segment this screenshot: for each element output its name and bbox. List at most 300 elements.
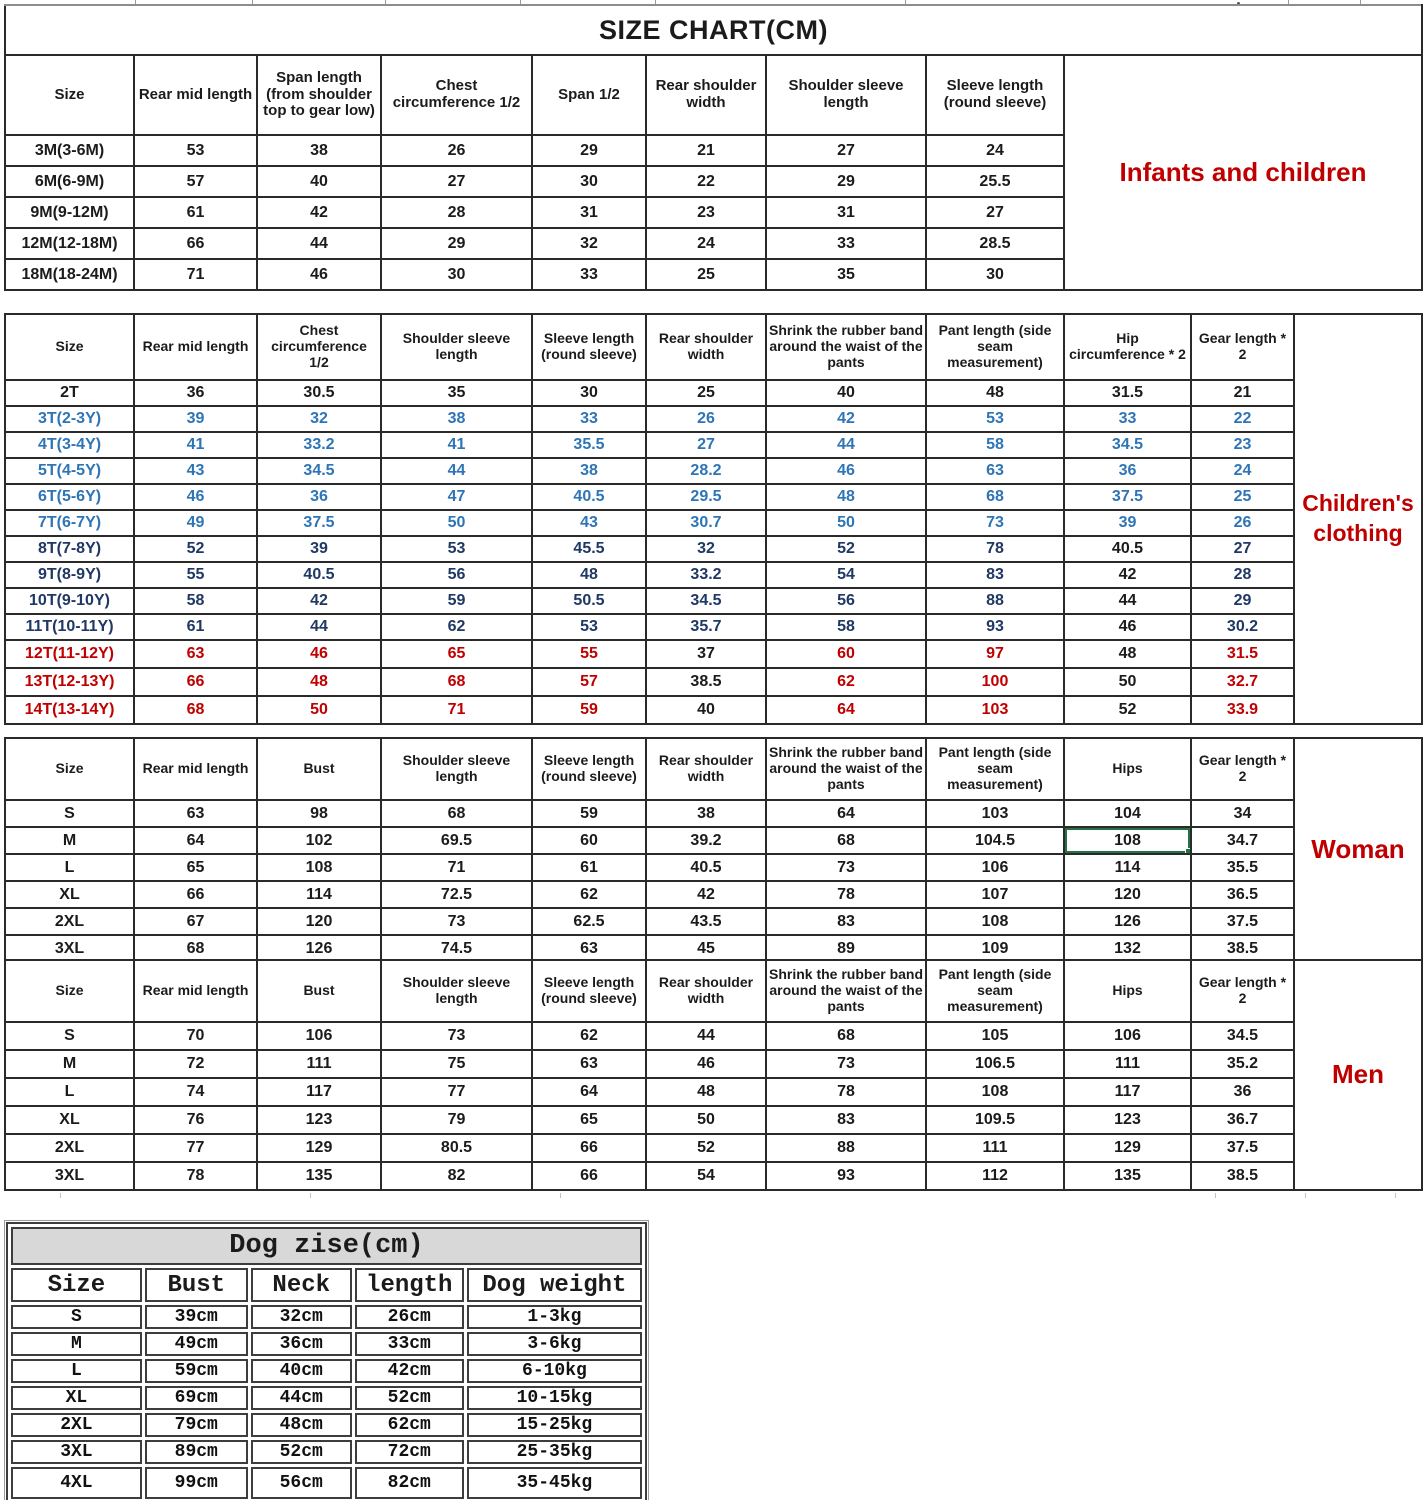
data-cell[interactable]: 44 xyxy=(257,614,381,640)
data-cell[interactable]: 135 xyxy=(1064,1162,1191,1190)
data-cell[interactable]: 68 xyxy=(926,484,1064,510)
data-cell[interactable]: 82cm xyxy=(355,1467,464,1499)
data-cell[interactable]: 67 xyxy=(134,908,257,935)
data-cell[interactable]: 69cm xyxy=(145,1386,248,1410)
row-size-label[interactable]: 3M(3-6M) xyxy=(5,135,134,166)
data-cell[interactable]: 39 xyxy=(257,536,381,562)
data-cell[interactable]: 34 xyxy=(1191,800,1294,827)
data-cell[interactable]: 61 xyxy=(532,854,646,881)
selected-cell[interactable]: 108 xyxy=(1064,827,1191,854)
data-cell[interactable]: 47 xyxy=(381,484,532,510)
data-cell[interactable]: 88 xyxy=(766,1134,926,1162)
data-cell[interactable]: 27 xyxy=(1191,536,1294,562)
data-cell[interactable]: 44 xyxy=(1064,588,1191,614)
data-cell[interactable]: 46 xyxy=(646,1050,766,1078)
row-size-label[interactable]: L xyxy=(11,1359,142,1383)
data-cell[interactable]: 28.2 xyxy=(646,458,766,484)
data-cell[interactable]: 66 xyxy=(134,668,257,696)
data-cell[interactable]: 29 xyxy=(532,135,646,166)
data-cell[interactable]: 52 xyxy=(1064,696,1191,724)
data-cell[interactable]: 78 xyxy=(134,1162,257,1190)
data-cell[interactable]: 32 xyxy=(532,228,646,259)
data-cell[interactable]: 66 xyxy=(134,881,257,908)
row-size-label[interactable]: 11T(10-11Y) xyxy=(5,614,134,640)
data-cell[interactable]: 31.5 xyxy=(1191,640,1294,668)
data-cell[interactable]: 103 xyxy=(926,696,1064,724)
data-cell[interactable]: 99cm xyxy=(145,1467,248,1499)
data-cell[interactable]: 48 xyxy=(257,668,381,696)
data-cell[interactable]: 83 xyxy=(766,1106,926,1134)
row-size-label[interactable]: 12M(12-18M) xyxy=(5,228,134,259)
data-cell[interactable]: 42cm xyxy=(355,1359,464,1383)
data-cell[interactable]: 52 xyxy=(134,536,257,562)
data-cell[interactable]: 72cm xyxy=(355,1440,464,1464)
data-cell[interactable]: 38 xyxy=(257,135,381,166)
data-cell[interactable]: 120 xyxy=(1064,881,1191,908)
data-cell[interactable]: 23 xyxy=(646,197,766,228)
row-size-label[interactable]: L xyxy=(5,854,134,881)
data-cell[interactable]: 58 xyxy=(134,588,257,614)
data-cell[interactable]: 33 xyxy=(766,228,926,259)
data-cell[interactable]: 78 xyxy=(926,536,1064,562)
data-cell[interactable]: 71 xyxy=(134,259,257,290)
data-cell[interactable]: 45 xyxy=(646,935,766,962)
row-size-label[interactable]: S xyxy=(5,800,134,827)
row-size-label[interactable]: 2T xyxy=(5,380,134,406)
data-cell[interactable]: 71 xyxy=(381,696,532,724)
data-cell[interactable]: 38.5 xyxy=(1191,1162,1294,1190)
data-cell[interactable]: 132 xyxy=(1064,935,1191,962)
data-cell[interactable]: 41 xyxy=(381,432,532,458)
data-cell[interactable]: 33 xyxy=(532,406,646,432)
data-cell[interactable]: 66 xyxy=(532,1162,646,1190)
data-cell[interactable]: 38 xyxy=(646,800,766,827)
data-cell[interactable]: 35.2 xyxy=(1191,1050,1294,1078)
data-cell[interactable]: 83 xyxy=(766,908,926,935)
data-cell[interactable]: 126 xyxy=(257,935,381,962)
row-size-label[interactable]: S xyxy=(5,1022,134,1050)
data-cell[interactable]: 62cm xyxy=(355,1413,464,1437)
data-cell[interactable]: 37.5 xyxy=(1191,1134,1294,1162)
row-size-label[interactable]: 9M(9-12M) xyxy=(5,197,134,228)
data-cell[interactable]: 50.5 xyxy=(532,588,646,614)
row-size-label[interactable]: 5T(4-5Y) xyxy=(5,458,134,484)
data-cell[interactable]: 40 xyxy=(646,696,766,724)
data-cell[interactable]: 29 xyxy=(1191,588,1294,614)
data-cell[interactable]: 46 xyxy=(257,640,381,668)
data-cell[interactable]: 54 xyxy=(646,1162,766,1190)
row-size-label[interactable]: XL xyxy=(5,1106,134,1134)
row-size-label[interactable]: 10T(9-10Y) xyxy=(5,588,134,614)
data-cell[interactable]: 68 xyxy=(381,668,532,696)
data-cell[interactable]: 38 xyxy=(381,406,532,432)
row-size-label[interactable]: M xyxy=(5,827,134,854)
data-cell[interactable]: 62 xyxy=(381,614,532,640)
data-cell[interactable]: 27 xyxy=(926,197,1064,228)
data-cell[interactable]: 26 xyxy=(646,406,766,432)
row-size-label[interactable]: 7T(6-7Y) xyxy=(5,510,134,536)
data-cell[interactable]: 98 xyxy=(257,800,381,827)
data-cell[interactable]: 106 xyxy=(1064,1022,1191,1050)
data-cell[interactable]: 40cm xyxy=(251,1359,352,1383)
data-cell[interactable]: 28 xyxy=(1191,562,1294,588)
data-cell[interactable]: 36.5 xyxy=(1191,881,1294,908)
data-cell[interactable]: 42 xyxy=(646,881,766,908)
data-cell[interactable]: 34.5 xyxy=(1064,432,1191,458)
data-cell[interactable]: 25.5 xyxy=(926,166,1064,197)
data-cell[interactable]: 22 xyxy=(1191,406,1294,432)
data-cell[interactable]: 52cm xyxy=(251,1440,352,1464)
row-size-label[interactable]: 12T(11-12Y) xyxy=(5,640,134,668)
data-cell[interactable]: 32 xyxy=(646,536,766,562)
data-cell[interactable]: 32cm xyxy=(251,1305,352,1329)
data-cell[interactable]: 40.5 xyxy=(257,562,381,588)
data-cell[interactable]: 37 xyxy=(646,640,766,668)
row-size-label[interactable]: 9T(8-9Y) xyxy=(5,562,134,588)
data-cell[interactable]: 46 xyxy=(1064,614,1191,640)
data-cell[interactable]: 30 xyxy=(532,380,646,406)
data-cell[interactable]: 50 xyxy=(381,510,532,536)
data-cell[interactable]: 111 xyxy=(1064,1050,1191,1078)
row-size-label[interactable]: 6T(5-6Y) xyxy=(5,484,134,510)
data-cell[interactable]: 44 xyxy=(766,432,926,458)
data-cell[interactable]: 40.5 xyxy=(532,484,646,510)
data-cell[interactable]: 36 xyxy=(134,380,257,406)
data-cell[interactable]: 100 xyxy=(926,668,1064,696)
data-cell[interactable]: 35.5 xyxy=(1191,854,1294,881)
data-cell[interactable]: 27 xyxy=(646,432,766,458)
data-cell[interactable]: 109 xyxy=(926,935,1064,962)
data-cell[interactable]: 68 xyxy=(134,696,257,724)
data-cell[interactable]: 33 xyxy=(1064,406,1191,432)
data-cell[interactable]: 24 xyxy=(1191,458,1294,484)
data-cell[interactable]: 107 xyxy=(926,881,1064,908)
data-cell[interactable]: 30.2 xyxy=(1191,614,1294,640)
data-cell[interactable]: 106 xyxy=(257,1022,381,1050)
data-cell[interactable]: 62 xyxy=(766,668,926,696)
data-cell[interactable]: 129 xyxy=(1064,1134,1191,1162)
data-cell[interactable]: 61 xyxy=(134,614,257,640)
row-size-label[interactable]: L xyxy=(5,1078,134,1106)
data-cell[interactable]: 68 xyxy=(766,1022,926,1050)
data-cell[interactable]: 108 xyxy=(257,854,381,881)
data-cell[interactable]: 46 xyxy=(134,484,257,510)
data-cell[interactable]: 29 xyxy=(381,228,532,259)
data-cell[interactable]: 42 xyxy=(1064,562,1191,588)
data-cell[interactable]: 93 xyxy=(766,1162,926,1190)
data-cell[interactable]: 80.5 xyxy=(381,1134,532,1162)
data-cell[interactable]: 38 xyxy=(532,458,646,484)
data-cell[interactable]: 32.7 xyxy=(1191,668,1294,696)
data-cell[interactable]: 59 xyxy=(532,800,646,827)
data-cell[interactable]: 48 xyxy=(532,562,646,588)
data-cell[interactable]: 56 xyxy=(766,588,926,614)
data-cell[interactable]: 43.5 xyxy=(646,908,766,935)
row-size-label[interactable]: M xyxy=(11,1332,142,1356)
data-cell[interactable]: 30.7 xyxy=(646,510,766,536)
data-cell[interactable]: 55 xyxy=(532,640,646,668)
data-cell[interactable]: 52 xyxy=(646,1134,766,1162)
data-cell[interactable]: 36 xyxy=(257,484,381,510)
data-cell[interactable]: 43 xyxy=(532,510,646,536)
data-cell[interactable]: 78 xyxy=(766,1078,926,1106)
data-cell[interactable]: 31.5 xyxy=(1064,380,1191,406)
data-cell[interactable]: 44cm xyxy=(251,1386,352,1410)
data-cell[interactable]: 77 xyxy=(134,1134,257,1162)
data-cell[interactable]: 10-15kg xyxy=(467,1386,642,1410)
data-cell[interactable]: 35 xyxy=(381,380,532,406)
data-cell[interactable]: 39 xyxy=(134,406,257,432)
data-cell[interactable]: 73 xyxy=(381,1022,532,1050)
data-cell[interactable]: 63 xyxy=(532,1050,646,1078)
data-cell[interactable]: 62 xyxy=(532,1022,646,1050)
data-cell[interactable]: 66 xyxy=(532,1134,646,1162)
data-cell[interactable]: 50 xyxy=(766,510,926,536)
data-cell[interactable]: 49cm xyxy=(145,1332,248,1356)
data-cell[interactable]: 24 xyxy=(646,228,766,259)
data-cell[interactable]: 28.5 xyxy=(926,228,1064,259)
data-cell[interactable]: 65 xyxy=(532,1106,646,1134)
data-cell[interactable]: 83 xyxy=(926,562,1064,588)
data-cell[interactable]: 48 xyxy=(646,1078,766,1106)
data-cell[interactable]: 114 xyxy=(257,881,381,908)
data-cell[interactable]: 68 xyxy=(381,800,532,827)
data-cell[interactable]: 34.5 xyxy=(646,588,766,614)
row-size-label[interactable]: 2XL xyxy=(5,1134,134,1162)
data-cell[interactable]: 75 xyxy=(381,1050,532,1078)
data-cell[interactable]: 112 xyxy=(926,1162,1064,1190)
data-cell[interactable]: 25 xyxy=(1191,484,1294,510)
data-cell[interactable]: 50 xyxy=(1064,668,1191,696)
data-cell[interactable]: 30 xyxy=(926,259,1064,290)
data-cell[interactable]: 123 xyxy=(1064,1106,1191,1134)
data-cell[interactable]: 63 xyxy=(134,800,257,827)
row-size-label[interactable]: 8T(7-8Y) xyxy=(5,536,134,562)
row-size-label[interactable]: 18M(18-24M) xyxy=(5,259,134,290)
data-cell[interactable]: 135 xyxy=(257,1162,381,1190)
data-cell[interactable]: 44 xyxy=(257,228,381,259)
data-cell[interactable]: 33cm xyxy=(355,1332,464,1356)
data-cell[interactable]: 35 xyxy=(766,259,926,290)
data-cell[interactable]: 37.5 xyxy=(1191,908,1294,935)
data-cell[interactable]: 73 xyxy=(766,854,926,881)
data-cell[interactable]: 53 xyxy=(532,614,646,640)
data-cell[interactable]: 27 xyxy=(381,166,532,197)
data-cell[interactable]: 111 xyxy=(926,1134,1064,1162)
data-cell[interactable]: 39cm xyxy=(145,1305,248,1329)
data-cell[interactable]: 103 xyxy=(926,800,1064,827)
data-cell[interactable]: 106.5 xyxy=(926,1050,1064,1078)
data-cell[interactable]: 104.5 xyxy=(926,827,1064,854)
data-cell[interactable]: 77 xyxy=(381,1078,532,1106)
data-cell[interactable]: 114 xyxy=(1064,854,1191,881)
data-cell[interactable]: 23 xyxy=(1191,432,1294,458)
data-cell[interactable]: 40.5 xyxy=(1064,536,1191,562)
data-cell[interactable]: 102 xyxy=(257,827,381,854)
data-cell[interactable]: 104 xyxy=(1064,800,1191,827)
data-cell[interactable]: 49 xyxy=(134,510,257,536)
row-size-label[interactable]: 4T(3-4Y) xyxy=(5,432,134,458)
data-cell[interactable]: 59 xyxy=(532,696,646,724)
data-cell[interactable]: 34.7 xyxy=(1191,827,1294,854)
data-cell[interactable]: 126 xyxy=(1064,908,1191,935)
row-size-label[interactable]: 2XL xyxy=(5,908,134,935)
data-cell[interactable]: 38.5 xyxy=(1191,935,1294,962)
data-cell[interactable]: 45.5 xyxy=(532,536,646,562)
data-cell[interactable]: 34.5 xyxy=(1191,1022,1294,1050)
data-cell[interactable]: 40.5 xyxy=(646,854,766,881)
data-cell[interactable]: 46 xyxy=(766,458,926,484)
data-cell[interactable]: 129 xyxy=(257,1134,381,1162)
data-cell[interactable]: 53 xyxy=(134,135,257,166)
data-cell[interactable]: 25 xyxy=(646,259,766,290)
data-cell[interactable]: 44 xyxy=(381,458,532,484)
data-cell[interactable]: 25-35kg xyxy=(467,1440,642,1464)
data-cell[interactable]: 73 xyxy=(381,908,532,935)
data-cell[interactable]: 43 xyxy=(134,458,257,484)
data-cell[interactable]: 31 xyxy=(532,197,646,228)
data-cell[interactable]: 30.5 xyxy=(257,380,381,406)
data-cell[interactable]: 30 xyxy=(381,259,532,290)
data-cell[interactable]: 33 xyxy=(532,259,646,290)
data-cell[interactable]: 61 xyxy=(134,197,257,228)
data-cell[interactable]: 62 xyxy=(532,881,646,908)
row-size-label[interactable]: XL xyxy=(5,881,134,908)
data-cell[interactable]: 64 xyxy=(532,1078,646,1106)
data-cell[interactable]: 36.7 xyxy=(1191,1106,1294,1134)
data-cell[interactable]: 52cm xyxy=(355,1386,464,1410)
data-cell[interactable]: 106 xyxy=(926,854,1064,881)
data-cell[interactable]: 63 xyxy=(532,935,646,962)
row-size-label[interactable]: M xyxy=(5,1050,134,1078)
data-cell[interactable]: 74 xyxy=(134,1078,257,1106)
row-size-label[interactable]: 14T(13-14Y) xyxy=(5,696,134,724)
data-cell[interactable]: 36 xyxy=(1191,1078,1294,1106)
data-cell[interactable]: 72.5 xyxy=(381,881,532,908)
data-cell[interactable]: 22 xyxy=(646,166,766,197)
data-cell[interactable]: 33.2 xyxy=(257,432,381,458)
data-cell[interactable]: 26 xyxy=(381,135,532,166)
data-cell[interactable]: 56 xyxy=(381,562,532,588)
data-cell[interactable]: 71 xyxy=(381,854,532,881)
data-cell[interactable]: 55 xyxy=(134,562,257,588)
data-cell[interactable]: 31 xyxy=(766,197,926,228)
data-cell[interactable]: 48 xyxy=(1064,640,1191,668)
data-cell[interactable]: 48cm xyxy=(251,1413,352,1437)
data-cell[interactable]: 34.5 xyxy=(257,458,381,484)
row-size-label[interactable]: 3XL xyxy=(5,1162,134,1190)
row-size-label[interactable]: 4XL xyxy=(11,1467,142,1499)
data-cell[interactable]: 36cm xyxy=(251,1332,352,1356)
data-cell[interactable]: 37.5 xyxy=(257,510,381,536)
data-cell[interactable]: 56cm xyxy=(251,1467,352,1499)
data-cell[interactable]: 37.5 xyxy=(1064,484,1191,510)
data-cell[interactable]: 73 xyxy=(926,510,1064,536)
data-cell[interactable]: 39 xyxy=(1064,510,1191,536)
data-cell[interactable]: 89 xyxy=(766,935,926,962)
data-cell[interactable]: 72 xyxy=(134,1050,257,1078)
data-cell[interactable]: 48 xyxy=(926,380,1064,406)
data-cell[interactable]: 21 xyxy=(646,135,766,166)
data-cell[interactable]: 111 xyxy=(257,1050,381,1078)
data-cell[interactable]: 53 xyxy=(926,406,1064,432)
data-cell[interactable]: 105 xyxy=(926,1022,1064,1050)
data-cell[interactable]: 60 xyxy=(766,640,926,668)
data-cell[interactable]: 65 xyxy=(381,640,532,668)
data-cell[interactable]: 50 xyxy=(646,1106,766,1134)
data-cell[interactable]: 25 xyxy=(646,380,766,406)
data-cell[interactable]: 78 xyxy=(766,881,926,908)
data-cell[interactable]: 57 xyxy=(134,166,257,197)
row-size-label[interactable]: XL xyxy=(11,1386,142,1410)
data-cell[interactable]: 38.5 xyxy=(646,668,766,696)
data-cell[interactable]: 64 xyxy=(766,800,926,827)
data-cell[interactable]: 59 xyxy=(381,588,532,614)
data-cell[interactable]: 35.5 xyxy=(532,432,646,458)
data-cell[interactable]: 42 xyxy=(257,197,381,228)
data-cell[interactable]: 97 xyxy=(926,640,1064,668)
data-cell[interactable]: 29 xyxy=(766,166,926,197)
data-cell[interactable]: 60 xyxy=(532,827,646,854)
data-cell[interactable]: 41 xyxy=(134,432,257,458)
data-cell[interactable]: 35-45kg xyxy=(467,1467,642,1499)
data-cell[interactable]: 50 xyxy=(257,696,381,724)
data-cell[interactable]: 73 xyxy=(766,1050,926,1078)
data-cell[interactable]: 59cm xyxy=(145,1359,248,1383)
data-cell[interactable]: 29.5 xyxy=(646,484,766,510)
data-cell[interactable]: 68 xyxy=(766,827,926,854)
row-size-label[interactable]: 2XL xyxy=(11,1413,142,1437)
data-cell[interactable]: 26 xyxy=(1191,510,1294,536)
data-cell[interactable]: 79 xyxy=(381,1106,532,1134)
data-cell[interactable]: 82 xyxy=(381,1162,532,1190)
data-cell[interactable]: 76 xyxy=(134,1106,257,1134)
row-size-label[interactable]: 3XL xyxy=(11,1440,142,1464)
data-cell[interactable]: 108 xyxy=(926,908,1064,935)
data-cell[interactable]: 27 xyxy=(766,135,926,166)
data-cell[interactable]: 42 xyxy=(257,588,381,614)
data-cell[interactable]: 93 xyxy=(926,614,1064,640)
data-cell[interactable]: 88 xyxy=(926,588,1064,614)
data-cell[interactable]: 123 xyxy=(257,1106,381,1134)
data-cell[interactable]: 3-6kg xyxy=(467,1332,642,1356)
data-cell[interactable]: 109.5 xyxy=(926,1106,1064,1134)
data-cell[interactable]: 24 xyxy=(926,135,1064,166)
data-cell[interactable]: 79cm xyxy=(145,1413,248,1437)
data-cell[interactable]: 89cm xyxy=(145,1440,248,1464)
data-cell[interactable]: 52 xyxy=(766,536,926,562)
row-size-label[interactable]: 3T(2-3Y) xyxy=(5,406,134,432)
data-cell[interactable]: 33.9 xyxy=(1191,696,1294,724)
data-cell[interactable]: 117 xyxy=(257,1078,381,1106)
data-cell[interactable]: 48 xyxy=(766,484,926,510)
data-cell[interactable]: 40 xyxy=(766,380,926,406)
data-cell[interactable]: 42 xyxy=(766,406,926,432)
data-cell[interactable]: 74.5 xyxy=(381,935,532,962)
data-cell[interactable]: 120 xyxy=(257,908,381,935)
data-cell[interactable]: 15-25kg xyxy=(467,1413,642,1437)
data-cell[interactable]: 28 xyxy=(381,197,532,228)
row-size-label[interactable]: 3XL xyxy=(5,935,134,962)
data-cell[interactable]: 6-10kg xyxy=(467,1359,642,1383)
row-size-label[interactable]: S xyxy=(11,1305,142,1329)
data-cell[interactable]: 54 xyxy=(766,562,926,588)
data-cell[interactable]: 63 xyxy=(926,458,1064,484)
row-size-label[interactable]: 6M(6-9M) xyxy=(5,166,134,197)
data-cell[interactable]: 57 xyxy=(532,668,646,696)
data-cell[interactable]: 62.5 xyxy=(532,908,646,935)
data-cell[interactable]: 63 xyxy=(134,640,257,668)
